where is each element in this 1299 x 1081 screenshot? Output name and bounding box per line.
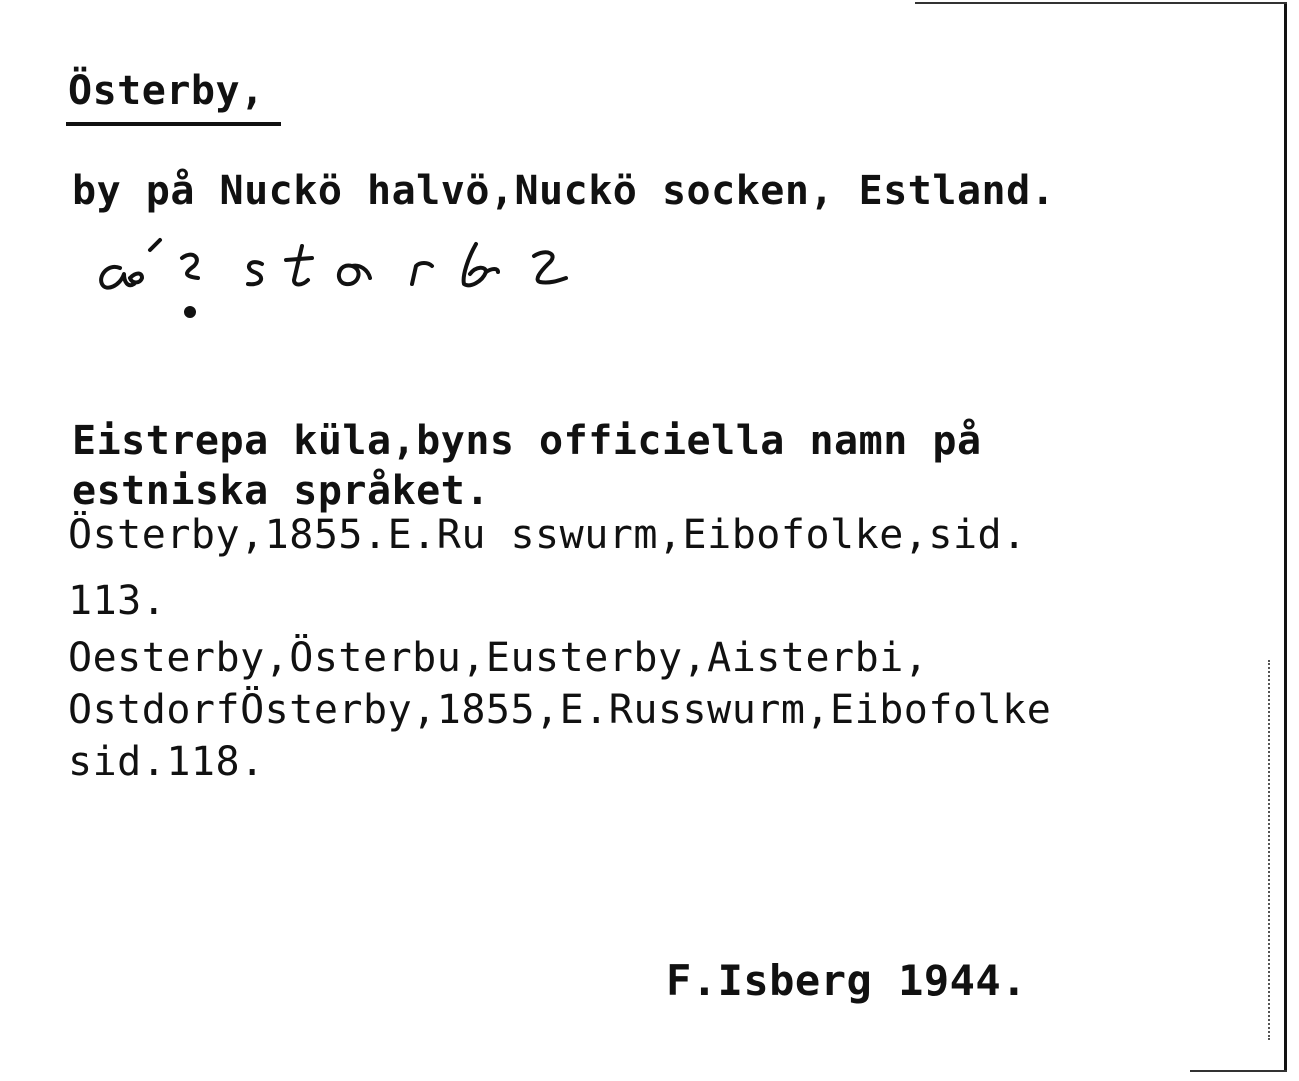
card-dotted-edge xyxy=(1268,660,1270,1040)
card-top-edge xyxy=(915,2,1287,4)
source-line-1: Österby,1855.E.Ru sswurm,Eibofolke,sid. xyxy=(68,512,1027,558)
variant-forms-line-2: OstdorfÖsterby,1855,E.Russwurm,Eibofolke xyxy=(68,687,1052,733)
signature-line: F.Isberg 1944. xyxy=(666,956,1028,1005)
place-name-heading: Österby, xyxy=(68,68,265,114)
official-name-text xyxy=(72,416,982,516)
variant-forms-line-3: sid.118. xyxy=(68,739,265,785)
handwritten-phonetic-transcription xyxy=(90,228,590,328)
place-description: by på Nuckö halvö,Nuckö socken, Estland. xyxy=(72,168,1056,214)
official-name-line-1: Eistrepa küla,byns officiella namn på xyxy=(72,418,982,464)
source-line-2: 113. xyxy=(68,578,167,624)
heading-underline xyxy=(66,122,281,126)
variant-forms-line-1: Oesterby,Österbu,Eusterby,Aisterbi, xyxy=(68,635,929,681)
card-right-edge xyxy=(1284,4,1287,1072)
official-name-line-2: estniska språket. xyxy=(72,468,490,514)
card-bottom-edge xyxy=(1190,1070,1287,1072)
